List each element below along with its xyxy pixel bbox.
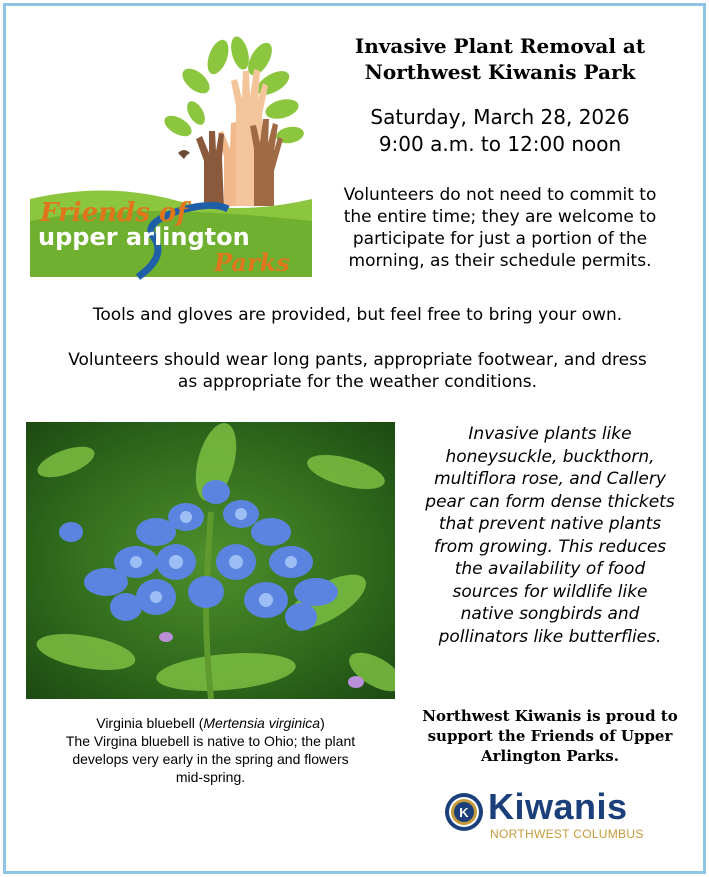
- invasive-line: native songbirds and: [460, 604, 640, 624]
- friends-of-upper-arlington-parks-logo: [28, 31, 314, 281]
- logo-line2: upper arlington: [38, 223, 250, 251]
- invasive-line: multiflora rose, and Callery: [434, 469, 666, 489]
- attire-line: as appropriate for the weather conditions.: [177, 372, 538, 392]
- event-title: [322, 33, 678, 85]
- intro-line: participate for just a portion of the: [352, 229, 648, 249]
- event-time: 9:00 a.m. to 12:00 noon: [378, 132, 622, 156]
- kiwanis-seal-icon: [444, 792, 484, 832]
- event-title-line1: Invasive Plant Removal at: [354, 34, 646, 58]
- invasive-line: from growing. This reduces: [433, 536, 667, 557]
- event-datetime: [322, 104, 678, 158]
- caption-prefix: Virginia bluebell (: [96, 715, 204, 731]
- attire-line: Volunteers should wear long pants, appropriate footwear, and dress: [68, 350, 647, 370]
- invasive-line: pollinators like butterflies.: [438, 626, 662, 647]
- invasive-line: pear can form dense thickets: [425, 491, 675, 512]
- caption-line: mid-spring.: [175, 769, 246, 785]
- caption-title: [26, 714, 395, 732]
- kiwanis-seal-letter: K: [459, 805, 469, 820]
- tools-note: Tools and gloves are provided, but feel free to bring your own.: [92, 305, 623, 325]
- event-title-line2: Northwest Kiwanis Park: [364, 60, 636, 84]
- support-line: support the Friends of Upper: [427, 727, 673, 745]
- support-line: Northwest Kiwanis is proud to: [422, 707, 678, 725]
- logo-line1: Friends of: [40, 198, 188, 228]
- kiwanis-logo: [444, 786, 664, 846]
- kiwanis-wordmark: Kiwanis: [488, 786, 628, 827]
- kiwanis-support-note: [410, 706, 690, 766]
- invasive-line: Invasive plants like: [468, 424, 632, 444]
- logo-line3: Parks: [214, 248, 290, 277]
- invasive-line: the availability of food: [454, 559, 646, 579]
- flyer-frame: [3, 3, 706, 874]
- intro-line: Volunteers do not need to commit to: [343, 185, 657, 205]
- invasive-line: honeysuckle, buckthorn,: [445, 446, 655, 467]
- caption-latin-name: Mertensia virginica: [203, 715, 321, 731]
- kiwanis-chapter: NORTHWEST COLUMBUS: [490, 827, 644, 841]
- invasive-line: that prevent native plants: [438, 514, 662, 534]
- invasive-plants-note: [410, 423, 690, 648]
- attire-note: [26, 349, 689, 393]
- intro-line: the entire time; they are welcome to: [343, 207, 657, 227]
- photo-caption: [26, 714, 395, 786]
- volunteer-intro: [318, 184, 682, 272]
- intro-line: morning, as their schedule permits.: [348, 251, 652, 271]
- caption-line: develops very early in the spring and flowers: [72, 751, 349, 767]
- caption-line: The Virgina bluebell is native to Ohio; the plant: [65, 733, 356, 749]
- event-date: Saturday, March 28, 2026: [370, 105, 630, 129]
- invasive-line: sources for wildlife like: [452, 581, 648, 602]
- virginia-bluebell-photo: [26, 422, 395, 699]
- support-line: Arlington Parks.: [481, 747, 619, 765]
- caption-suffix: ): [320, 715, 325, 731]
